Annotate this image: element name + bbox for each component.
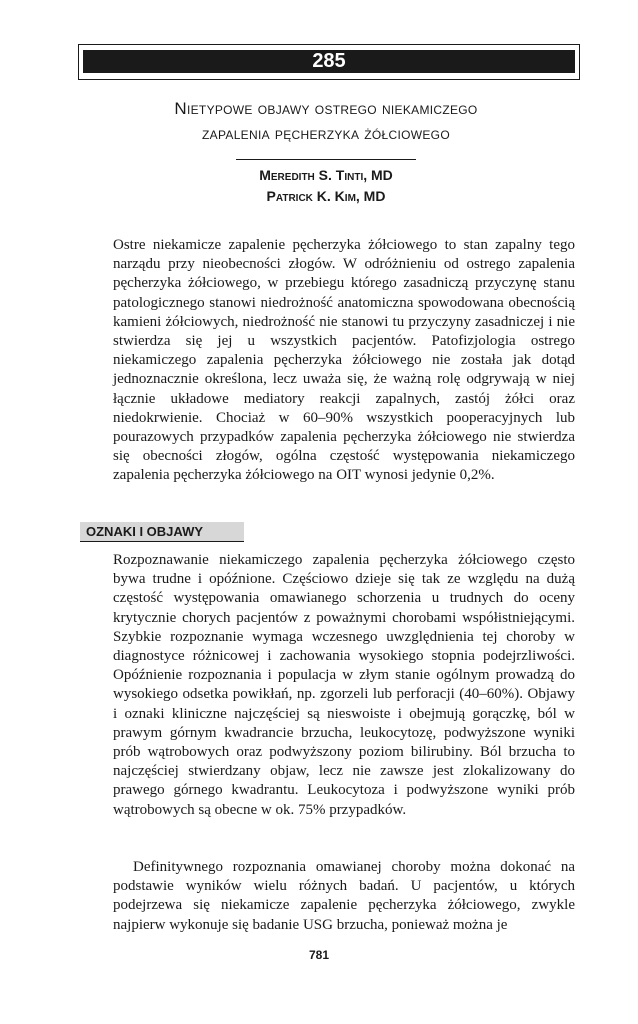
author-2: Patrick K. Kim, MD — [266, 188, 386, 204]
author-1: Meredith S. Tinti, MD — [259, 167, 393, 183]
chapter-number-box — [78, 44, 580, 80]
section-paragraph-2: Definitywnego rozpoznania omawianej choroby można dokonać na podstawie wyników wielu różnych badań. U pacjentów, u których podejrzewa się niekamicze zapalenie pęcherzyka żółciowego, zwykle najpierw wykonuje się badanie USG brzucha, ponieważ można je — [113, 859, 575, 933]
section-paragraph-1: Rozpoznawanie niekamiczego zapalenia pęcherzyka żółciowego często bywa trudne i opóźnione. Częściowo dzieje się tak ze względu na dużą częstość występowania omawianego schorzenia u trudnych do oceny krytycznie chorych pacjentów z poważnymi chorobami współistniejącymi. Szybkie rozpoznanie wymaga wczesnego uwzględnienia tej choroby w diagnostyce różnicowej i zachowania wysokiego stopnia podejrzliwości. Opóźnienie rozpoznania i populacja w złym stanie ogólnym prowadzą do wysokiego odsetka powikłań, np. zgorzeli lub perforacji (40–60%). Objawy i oznaki kliniczne najczęściej są nieswoiste i obejmują gorączkę, ból w prawym górnym kwadrancie brzucha, leukocytozę, podwyższone wyniki prób wątrobowych oraz podwyższony poziom bilirubiny. Ból brzucha to najczęściej stwierdzany objaw, lecz nie zawsze jest zlokalizowany do prawego górnego kwadrantu. Leukocytoza i podwyższone wyniki prób wątrobowych są obecne w ok. 75% przypadków. — [113, 552, 575, 818]
section-heading: OZNAKI I OBJAWY — [80, 522, 244, 542]
chapter-title-line-2: zapalenia pęcherzyka żółciowego — [202, 124, 450, 143]
page-number: 781 — [308, 948, 330, 962]
title-divider — [236, 159, 416, 160]
authors — [120, 165, 532, 207]
chapter-title-line-1: Nietypowe objawy ostrego niekamiczego — [174, 99, 478, 118]
intro-paragraph: Ostre niekamicze zapalenie pęcherzyka żółciowego to stan zapalny tego narządu przy nieobecności złogów. W odróżnieniu od ostrego zapalenia pęcherzyka żółciowego, w przebiegu którego zasadniczą przyczynę stanu patologicznego stanowi niedrożność anatomiczna spowodowana obecnością kamieni żółciowych, niedrożność nie stanowi tu przyczyny zasadniczej i nie stwierdza się jej u wszystkich pacjentów. Patofizjologia ostrego niekamiczego zapalenia pęcherzyka żółciowego nie została jak dotąd jednoznacznie określona, lecz uważa się, że ważną rolę odgrywają w niej łącznie układowe mediatory reakcji zapalnych, zastój żółci oraz niedokrwienie. Chociaż w 60–90% wszystkich pooperacyjnych lub pourazowych przypadków zapalenia pęcherzyka żółciowego nie stwierdza się obecności złogów, ogólna częstość występowania niekamiczego zapalenia pęcherzyka żółciowego na OIT wynosi jedynie 0,2%. — [113, 237, 575, 484]
chapter-number: 285 — [83, 50, 575, 73]
chapter-title — [60, 96, 592, 146]
